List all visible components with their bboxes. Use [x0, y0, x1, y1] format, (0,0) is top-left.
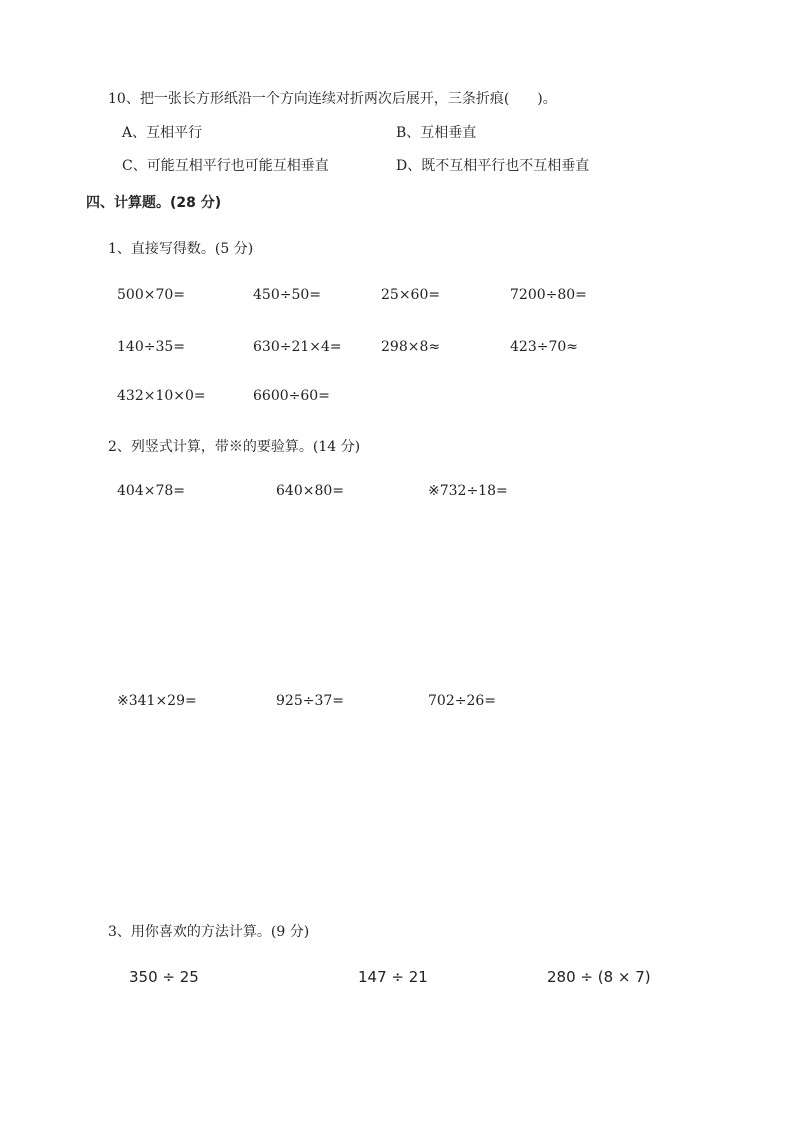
part-1-title: 1、直接写得数。(5 分) [108, 241, 254, 257]
expression-item: 147 ÷ 21 [358, 968, 428, 986]
calc-item: 630÷21×4= [253, 339, 342, 355]
question-10-stem: 10、把一张长方形纸沿一个方向连续对折两次后展开，三条折痕( )。 [108, 91, 557, 107]
option-a: A、互相平行 [122, 125, 203, 141]
calc-item: 500×70= [117, 287, 185, 303]
calc-item: 298×8≈ [381, 339, 441, 355]
part-3-title: 3、用你喜欢的方法计算。(9 分) [108, 924, 310, 940]
calc-item: 432×10×0= [117, 388, 206, 404]
vertical-calc-item: ※732÷18= [428, 483, 508, 499]
option-b: B、互相垂直 [396, 125, 477, 141]
vertical-calc-item: 404×78= [117, 483, 185, 499]
vertical-calc-item: ※341×29= [117, 693, 197, 709]
calc-item: 140÷35= [117, 339, 185, 355]
calc-item: 6600÷60= [253, 388, 330, 404]
section-4-title: 四、计算题。(28 分) [86, 195, 222, 211]
vertical-calc-item: 925÷37= [276, 693, 344, 709]
calc-item: 450÷50= [253, 287, 321, 303]
expression-item: 350 ÷ 25 [129, 968, 199, 986]
calc-item: 423÷70≈ [510, 339, 578, 355]
option-d: D、既不互相平行也不互相垂直 [396, 158, 590, 174]
vertical-calc-item: 640×80= [276, 483, 344, 499]
part-2-title: 2、列竖式计算，带※的要验算。(14 分) [108, 439, 361, 455]
expression-item: 280 ÷ (8 × 7) [547, 968, 651, 986]
option-c: C、可能互相平行也可能互相垂直 [122, 158, 329, 174]
calc-item: 25×60= [381, 287, 441, 303]
calc-item: 7200÷80= [510, 287, 587, 303]
vertical-calc-item: 702÷26= [428, 693, 496, 709]
